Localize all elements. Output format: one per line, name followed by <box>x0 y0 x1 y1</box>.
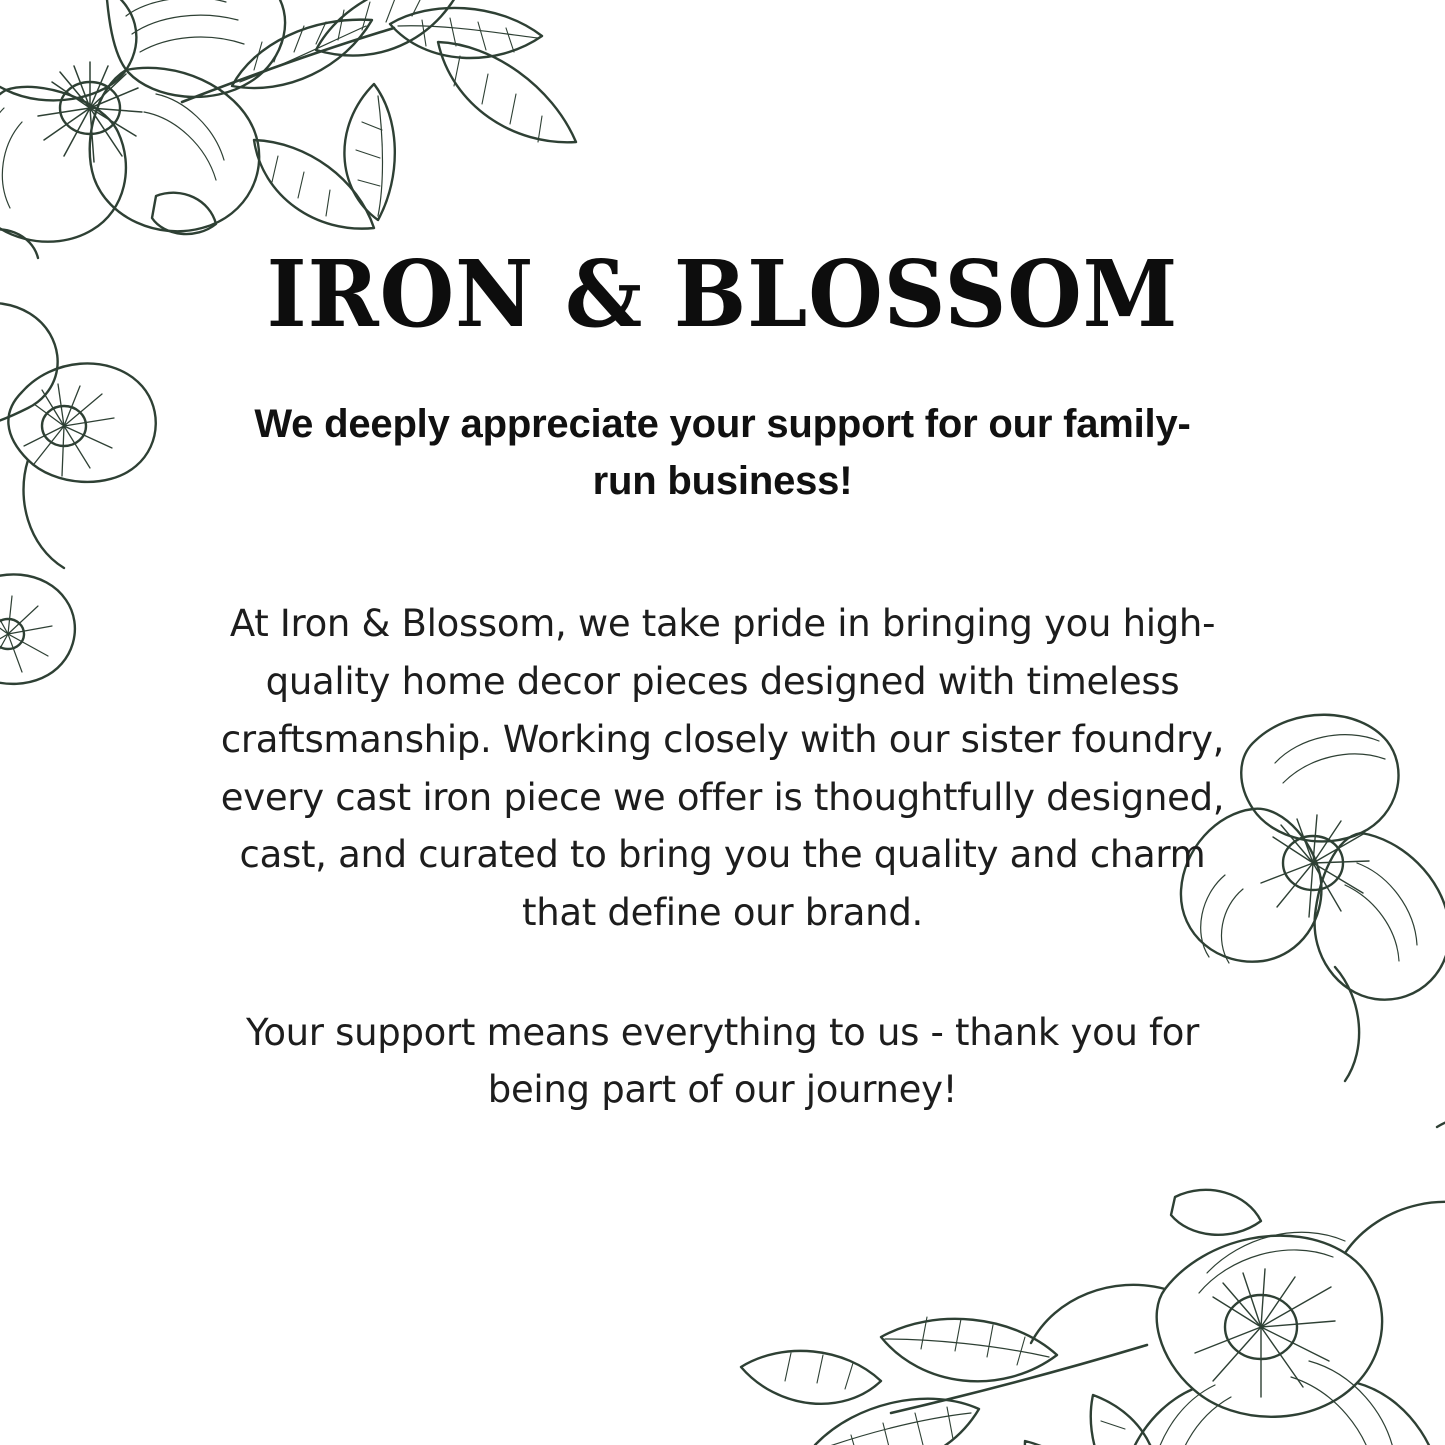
page-title: IRON & BLOSSOM <box>266 240 1179 348</box>
body-paragraph-1: At Iron & Blossom, we take pride in bringing you high-quality home decor pieces designed with timeless craftsmanship. Working closely with our sister foundry, every cast iron piece we offer is thoughtfully designed, cast, and curated to bring you the quality and charm that define our brand. <box>220 602 1225 935</box>
body-paragraph-2: Your support means everything to us - thank you for being part of our journey! <box>245 1010 1200 1112</box>
subheading: We deeply appreciate your support for our family-run business! <box>254 401 1191 503</box>
